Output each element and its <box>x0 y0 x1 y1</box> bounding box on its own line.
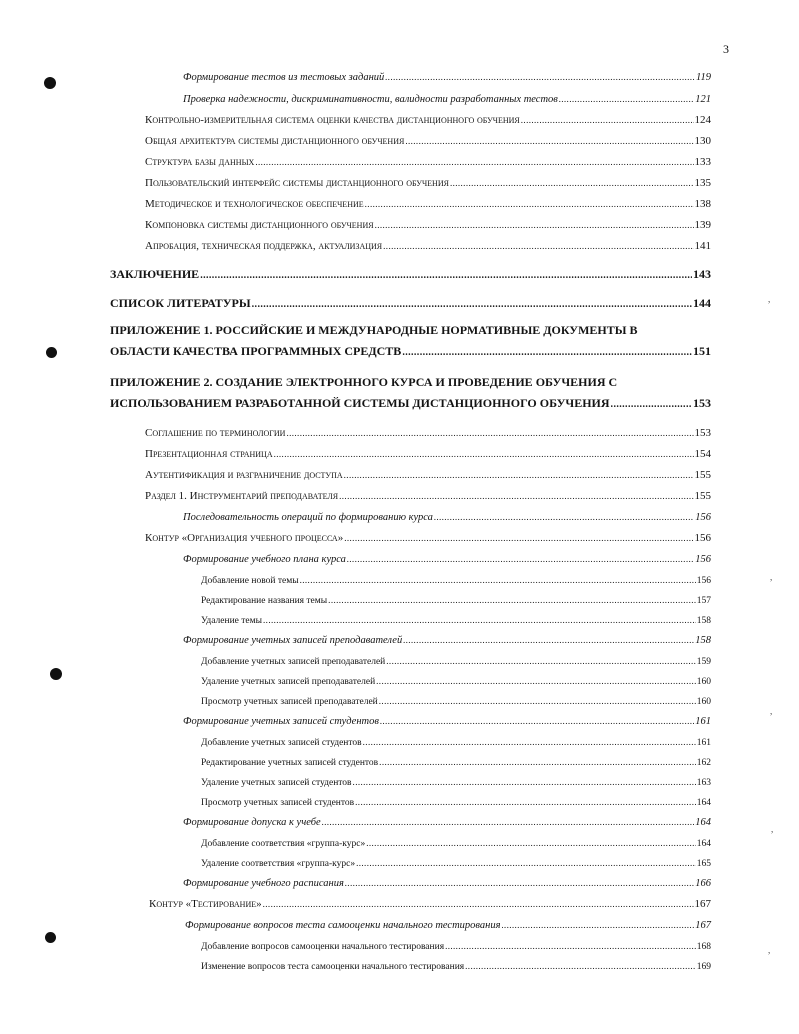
toc-entry-page: 139 <box>694 219 711 231</box>
toc-entry-title-line1[interactable]: ПРИЛОЖЕНИЕ 1. РОССИЙСКИЕ И МЕЖДУНАРОДНЫЕ НОРМАТИВНЫЕ ДОКУМЕНТЫ В <box>110 323 638 337</box>
toc-entry[interactable] <box>201 694 711 709</box>
toc-entry-page: 161 <box>695 716 711 727</box>
punch-hole-mark <box>46 347 57 358</box>
toc-entry-title: Формирование вопросов теста самооценки начального тестирования <box>185 920 501 931</box>
toc-entry[interactable] <box>183 633 711 648</box>
scan-speck: , <box>771 824 774 834</box>
toc-entry-title: Удаление учетных записей студентов <box>201 778 352 788</box>
toc-entry-title: Удаление учетных записей преподавателей <box>201 677 376 687</box>
toc-entry-page: 157 <box>696 596 711 606</box>
toc-entry[interactable] <box>183 714 711 729</box>
toc-leader-dots <box>379 694 696 708</box>
toc-leader-dots <box>286 426 693 440</box>
toc-entry-title: Редактирование названия темы <box>201 596 328 606</box>
toc-entry-title: Просмотр учетных записей преподавателей <box>201 697 378 707</box>
toc-entry-page: 163 <box>696 778 711 788</box>
toc-entry-page: 155 <box>694 490 711 502</box>
toc-leader-dots <box>405 134 693 148</box>
toc-entry-page: 158 <box>696 616 711 626</box>
toc-entry[interactable] <box>183 70 711 85</box>
scan-speck: , <box>770 706 773 716</box>
toc-entry-title: СПИСОК ЛИТЕРАТУРЫ <box>110 296 251 310</box>
toc-entry-title: Просмотр учетных записей студентов <box>201 798 355 808</box>
toc-leader-dots <box>263 897 694 911</box>
toc-leader-dots <box>300 573 696 587</box>
toc-entry-title: Общая архитектура системы дистанционного обучения <box>145 135 405 147</box>
toc-entry[interactable] <box>201 654 711 669</box>
toc-leader-dots <box>402 346 692 360</box>
toc-leader-dots <box>450 176 694 190</box>
toc-leader-dots <box>365 197 694 211</box>
toc-leader-dots <box>559 92 694 106</box>
toc-entry[interactable] <box>145 447 711 461</box>
toc-entry[interactable] <box>110 344 711 360</box>
toc-entry-page: 166 <box>695 878 711 889</box>
toc-entry[interactable] <box>185 918 711 933</box>
toc-leader-dots <box>263 613 696 627</box>
toc-entry-title: Удаление соответствия «группа-курс» <box>201 859 356 869</box>
toc-leader-dots <box>339 489 693 503</box>
toc-entry-title: Формирование тестов из тестовых заданий <box>183 72 385 83</box>
toc-entry[interactable] <box>110 296 711 312</box>
toc-entry[interactable] <box>145 468 711 482</box>
toc-entry[interactable] <box>201 755 711 770</box>
toc-leader-dots <box>363 735 696 749</box>
toc-entry[interactable] <box>201 939 711 954</box>
toc-entry-page: 156 <box>696 576 711 586</box>
toc-entry-title: ЗАКЛЮЧЕНИЕ <box>110 267 200 281</box>
toc-entry-title: Структура базы данных <box>145 156 255 168</box>
toc-entry-page: 133 <box>694 156 711 168</box>
toc-entry-page: 164 <box>695 817 711 828</box>
scan-speck: , <box>768 945 771 955</box>
punch-hole-mark <box>44 77 56 89</box>
punch-hole-mark <box>45 932 56 943</box>
toc-entry-title: Формирование учетных записей преподавателей <box>183 635 403 646</box>
toc-entry[interactable] <box>145 155 711 169</box>
toc-leader-dots <box>200 269 692 283</box>
toc-leader-dots <box>385 70 695 84</box>
toc-entry-page: 167 <box>694 898 711 910</box>
toc-entry[interactable] <box>145 176 711 190</box>
toc-entry-page: 168 <box>696 942 711 952</box>
toc-entry-title: Аутентификация и разграничение доступа <box>145 469 343 481</box>
toc-leader-dots <box>353 775 696 789</box>
toc-entry-title: Формирование учебного расписания <box>183 878 344 889</box>
toc-entry[interactable] <box>201 959 711 974</box>
toc-entry-page: 144 <box>693 296 711 310</box>
toc-entry-title: Апробация, техническая поддержка, актуализация <box>145 240 383 252</box>
toc-entry[interactable] <box>201 795 711 810</box>
toc-entry-page: 159 <box>696 657 711 667</box>
toc-entry-page: 156 <box>694 532 711 544</box>
toc-entry-title: Методическое и технологическое обеспечение <box>145 198 364 210</box>
toc-entry-title: Соглашение по терминологии <box>145 427 286 439</box>
toc-leader-dots <box>252 298 692 312</box>
toc-entry[interactable] <box>149 897 711 911</box>
toc-entry-title: Раздел 1. Инструментарий преподавателя <box>145 490 339 502</box>
toc-entry-page: 161 <box>696 738 711 748</box>
toc-leader-dots <box>376 674 696 688</box>
toc-entry[interactable] <box>183 815 711 830</box>
toc-entry-page: 164 <box>696 839 711 849</box>
toc-entry[interactable] <box>145 197 711 211</box>
toc-leader-dots <box>322 815 695 829</box>
toc-leader-dots <box>375 218 694 232</box>
toc-leader-dots <box>434 510 694 524</box>
toc-entry-title: Формирование учетных записей студентов <box>183 716 379 727</box>
toc-entry-title: Изменение вопросов теста самооценки начального тестирования <box>201 962 465 972</box>
toc-entry-title: Удаление темы <box>201 616 263 626</box>
toc-entry-title: Проверка надежности, дискриминативности, валидности разработанных тестов <box>183 94 558 105</box>
toc-leader-dots <box>347 552 694 566</box>
toc-entry-title: Формирование допуска к учебе <box>183 817 321 828</box>
toc-entry-page: 169 <box>696 962 711 972</box>
toc-entry[interactable] <box>183 510 711 525</box>
toc-entry[interactable] <box>201 775 711 790</box>
toc-entry-page: 160 <box>696 677 711 687</box>
toc-entry[interactable] <box>183 876 711 891</box>
toc-entry-title: Контур «Тестирование» <box>149 898 262 910</box>
toc-leader-dots <box>521 113 694 127</box>
toc-entry-page: 164 <box>696 798 711 808</box>
scan-speck: , <box>768 294 771 304</box>
toc-leader-dots <box>379 755 696 769</box>
toc-leader-dots <box>345 876 694 890</box>
toc-leader-dots <box>380 714 694 728</box>
toc-entry[interactable] <box>201 573 711 588</box>
toc-entry[interactable] <box>201 735 711 750</box>
toc-entry-page: 151 <box>693 344 711 358</box>
toc-entry-page: 156 <box>695 512 711 523</box>
toc-entry-page: 124 <box>694 114 711 126</box>
toc-entry-page: 167 <box>695 920 711 931</box>
toc-entry[interactable] <box>145 113 711 127</box>
toc-entry-page: 143 <box>693 267 711 281</box>
toc-entry[interactable] <box>145 489 711 503</box>
toc-entry[interactable] <box>145 218 711 232</box>
toc-entry-page: 135 <box>694 177 711 189</box>
toc-entry[interactable] <box>145 531 711 545</box>
page-number: 3 <box>723 42 729 56</box>
toc-entry-title: Формирование учебного плана курса <box>183 554 346 565</box>
toc-entry-title-line1[interactable]: ПРИЛОЖЕНИЕ 2. СОЗДАНИЕ ЭЛЕКТРОННОГО КУРСА И ПРОВЕДЕНИЕ ОБУЧЕНИЯ С <box>110 375 618 389</box>
toc-entry-page: 153 <box>693 396 711 410</box>
toc-entry[interactable] <box>145 134 711 148</box>
toc-entry-title: Добавление учетных записей преподавателей <box>201 657 386 667</box>
toc-leader-dots <box>403 633 694 647</box>
toc-leader-dots <box>344 468 694 482</box>
toc-entry-title: Добавление учетных записей студентов <box>201 738 362 748</box>
toc-leader-dots <box>366 836 696 850</box>
toc-leader-dots <box>344 531 693 545</box>
toc-leader-dots <box>445 939 696 953</box>
toc-entry-page: 153 <box>694 427 711 439</box>
toc-entry-page: 154 <box>694 448 711 460</box>
toc-entry-page: 158 <box>695 635 711 646</box>
toc-entry[interactable] <box>110 396 711 412</box>
toc-entry-page: 141 <box>694 240 711 252</box>
toc-leader-dots <box>611 398 692 412</box>
toc-entry-page: 138 <box>694 198 711 210</box>
scan-speck: , <box>770 572 773 582</box>
punch-hole-mark <box>50 668 62 680</box>
toc-entry-page: 119 <box>696 72 711 83</box>
toc-entry[interactable] <box>201 593 711 608</box>
toc-entry-title: Компоновка системы дистанционного обучения <box>145 219 374 231</box>
toc-entry[interactable] <box>201 836 711 851</box>
toc-entry-page: 121 <box>695 94 711 105</box>
toc-entry[interactable] <box>110 267 711 283</box>
toc-entry-page: 160 <box>696 697 711 707</box>
toc-entry-title: Контур «Организация учебного процесса» <box>145 532 344 544</box>
toc-leader-dots <box>328 593 696 607</box>
toc-entry-title: Последовательность операций по формированию курса <box>183 512 433 523</box>
toc-leader-dots <box>355 795 696 809</box>
toc-entry[interactable] <box>183 92 711 107</box>
toc-entry-title: Пользовательский интерфейс системы дистанционного обучения <box>145 177 449 189</box>
toc-leader-dots <box>274 447 694 461</box>
toc-entry-title: Редактирование учетных записей студентов <box>201 758 379 768</box>
toc-entry-title: ОБЛАСТИ КАЧЕСТВА ПРОГРАММНЫХ СРЕДСТВ <box>110 344 402 358</box>
toc-leader-dots <box>386 654 695 668</box>
toc-entry-page: 156 <box>695 554 711 565</box>
toc-leader-dots <box>255 155 693 169</box>
toc-leader-dots <box>356 856 696 870</box>
toc-entry[interactable] <box>183 552 711 567</box>
toc-entry-page: 130 <box>694 135 711 147</box>
toc-entry-title: Добавление соответствия «группа-курс» <box>201 839 366 849</box>
toc-entry-page: 162 <box>696 758 711 768</box>
toc-entry-title: ИСПОЛЬЗОВАНИЕМ РАЗРАБОТАННОЙ СИСТЕМЫ ДИСТАНЦИОННОГО ОБУЧЕНИЯ <box>110 396 610 410</box>
toc-entry-title: Добавление новой темы <box>201 576 299 586</box>
toc-entry-title: Контрольно-измерительная система оценки качества дистанционного обучения <box>145 114 520 126</box>
toc-entry-page: 155 <box>694 469 711 481</box>
toc-leader-dots <box>502 918 695 932</box>
toc-entry[interactable] <box>201 613 711 628</box>
toc-entry[interactable] <box>145 426 711 440</box>
toc-entry-title: Презентационная страница <box>145 448 273 460</box>
toc-leader-dots <box>383 239 693 253</box>
toc-entry-page: 165 <box>696 859 711 869</box>
toc-leader-dots <box>465 959 696 973</box>
toc-entry[interactable] <box>201 856 711 871</box>
toc-entry[interactable] <box>145 239 711 253</box>
toc-entry-title: Добавление вопросов самооценки начального тестирования <box>201 942 445 952</box>
toc-entry[interactable] <box>201 674 711 689</box>
